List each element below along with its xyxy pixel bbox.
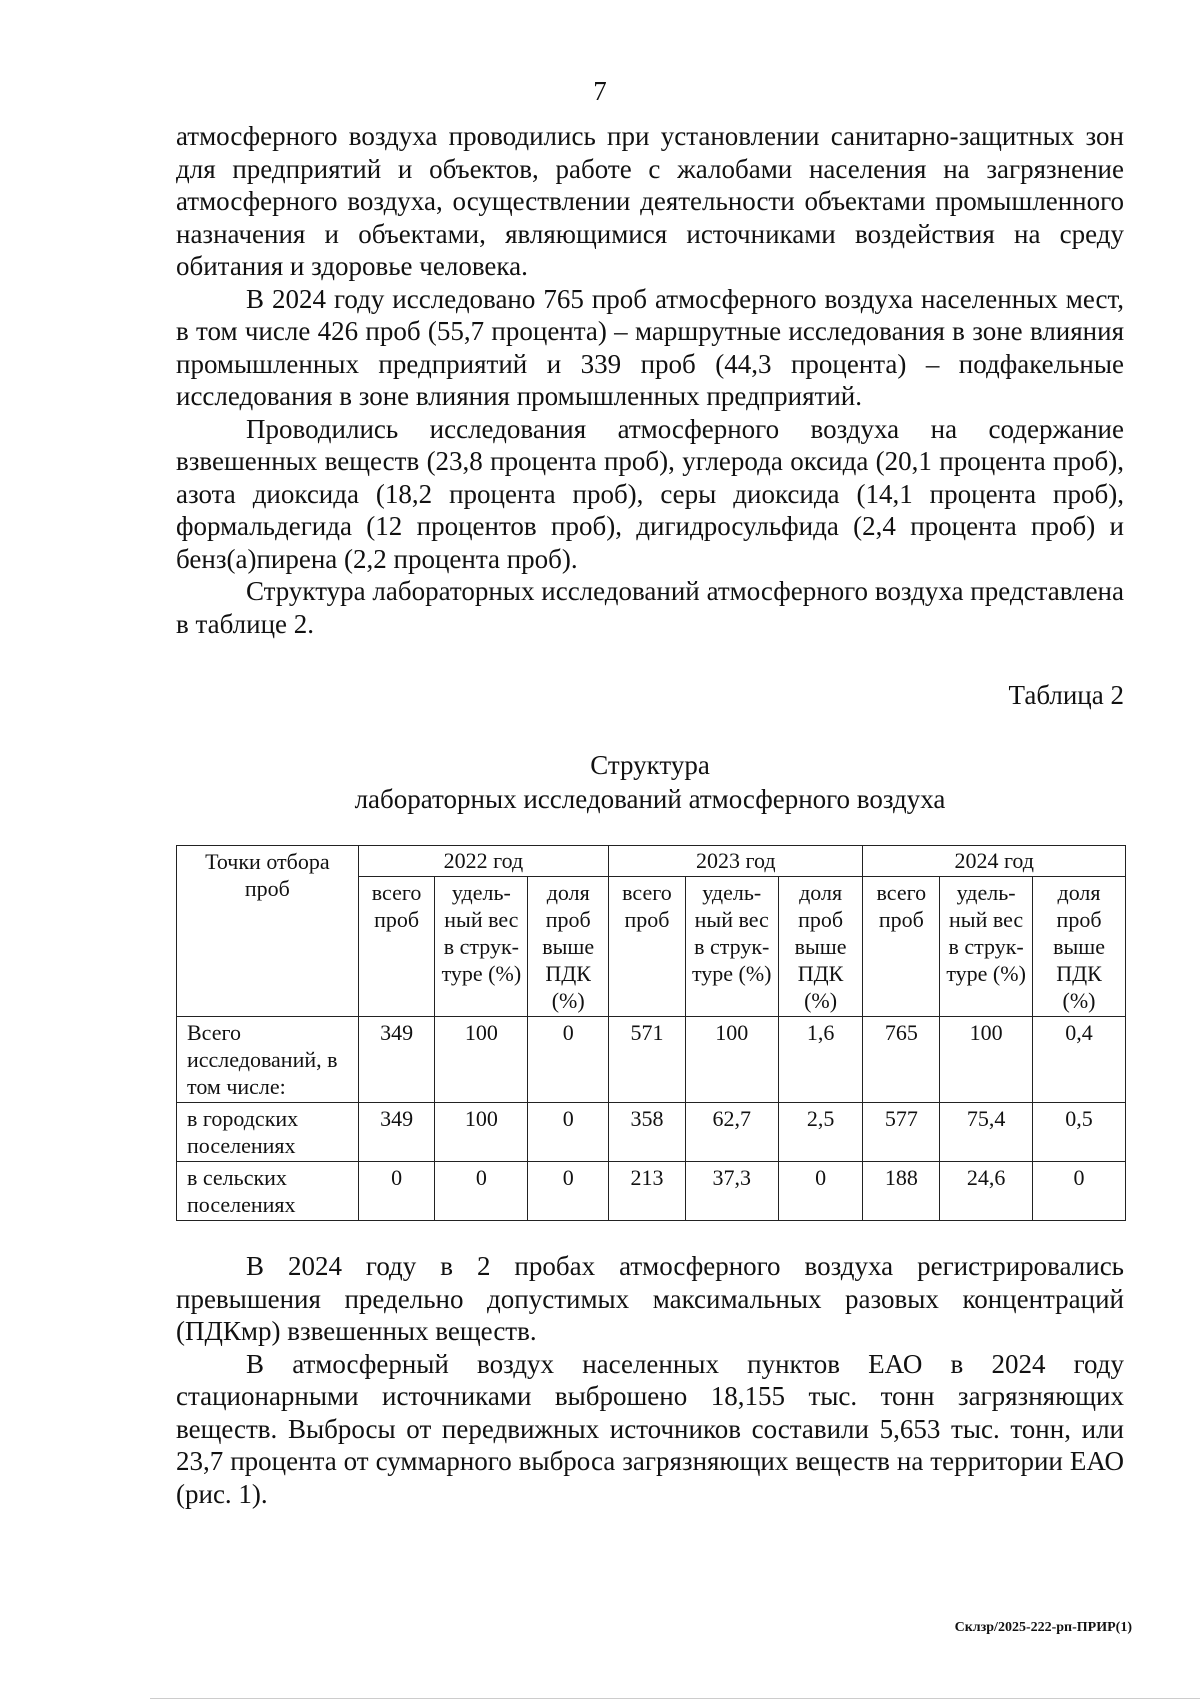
table-cell: 0 xyxy=(1033,1162,1126,1221)
table-cell: 24,6 xyxy=(940,1162,1033,1221)
year-header: 2023 год xyxy=(609,846,863,877)
row-label: в городских поселениях xyxy=(177,1103,359,1162)
sub-header: удель-ный вес в струк-туре (%) xyxy=(685,877,778,1017)
paragraph: атмосферного воздуха проводились при установлении санитарно-защитных зон для предприятий и объектов, работе с жалобами населения на загрязнение атмосферного воздуха, осуществлении деятельности объектами промышленного назначения и объектами, являющимися источниками воздействия на среду обитания и здоровье человека. xyxy=(176,121,1124,281)
page-number: 7 xyxy=(593,76,607,106)
table-title xyxy=(176,748,1124,816)
table-cell: 100 xyxy=(685,1017,778,1103)
table-cell: 0 xyxy=(528,1162,609,1221)
sub-header: всего проб xyxy=(609,877,686,1017)
table-cell: 0 xyxy=(435,1162,528,1221)
row-label: Всего исследований, в том числе: xyxy=(177,1017,359,1103)
table-cell: 0,4 xyxy=(1033,1017,1126,1103)
body-text-bottom xyxy=(176,1250,1124,1510)
sub-header: доля проб выше ПДК (%) xyxy=(1033,877,1126,1017)
table-cell: 100 xyxy=(435,1017,528,1103)
paragraph: Структура лабораторных исследований атмосферного воздуха представлена в таблице 2. xyxy=(176,576,1124,639)
table-row xyxy=(177,1103,1126,1162)
paragraph: В атмосферный воздух населенных пунктов ЕАО в 2024 году стационарными источниками выброшено 18,155 тыс. тонн загрязняющих веществ. Выбросы от передвижных источников составили 5,653 тыс. тонн, или 23,7 процента от суммарного выброса загрязняющих веществ на территории ЕАО (рис. 1). xyxy=(176,1348,1124,1509)
table-cell: 577 xyxy=(863,1103,940,1162)
table-cell: 100 xyxy=(435,1103,528,1162)
data-table xyxy=(176,845,1126,1221)
table-cell: 100 xyxy=(940,1017,1033,1103)
table-label: Таблица 2 xyxy=(1008,680,1124,710)
table-title-line: Структура xyxy=(590,750,710,780)
row-label: в сельских поселениях xyxy=(177,1162,359,1221)
table-cell: 0,5 xyxy=(1033,1103,1126,1162)
table-row xyxy=(177,1017,1126,1103)
scan-edge-divider xyxy=(150,1698,1200,1699)
table-cell: 213 xyxy=(609,1162,686,1221)
table-cell: 349 xyxy=(358,1103,435,1162)
table-cell: 571 xyxy=(609,1017,686,1103)
sub-header: доля проб выше ПДК (%) xyxy=(778,877,863,1017)
paragraph: В 2024 году исследовано 765 проб атмосферного воздуха населенных мест, в том числе 426 проб (55,7 процента) – маршрутные исследования в зоне влияния промышленных предприятий и 339 проб (44,3 процента) – подфакельные исследования в зоне влияния промышленных предприятий. xyxy=(176,283,1124,411)
table-cell: 2,5 xyxy=(778,1103,863,1162)
table-cell: 1,6 xyxy=(778,1017,863,1103)
table-cell: 0 xyxy=(528,1017,609,1103)
table-cell: 62,7 xyxy=(685,1103,778,1162)
body-text-top xyxy=(176,120,1124,640)
paragraph: В 2024 году в 2 пробах атмосферного воздуха регистрировались превышения предельно допустимых максимальных разовых концентраций (ПДКмр) взвешенных веществ. xyxy=(176,1251,1124,1346)
table-cell: 358 xyxy=(609,1103,686,1162)
sub-header: всего проб xyxy=(863,877,940,1017)
document-code: Склзр/2025-222-рп-ПРИР(1) xyxy=(954,1620,1132,1635)
table-title-line: лабораторных исследований атмосферного воздуха xyxy=(354,784,946,814)
sub-header: удель-ный вес в струк-туре (%) xyxy=(940,877,1033,1017)
year-header: 2024 год xyxy=(863,846,1126,877)
sub-header: доля проб выше ПДК (%) xyxy=(528,877,609,1017)
table-cell: 37,3 xyxy=(685,1162,778,1221)
paragraph: Проводились исследования атмосферного воздуха на содержание взвешенных веществ (23,8 процента проб), углерода оксида (20,1 процента проб), азота диоксида (18,2 процента проб), серы диоксида (14,1 процента проб), формальдегида (12 процентов проб), дигидросульфида (2,4 процента проб) и бенз(а)пирена (2,2 процента проб). xyxy=(176,413,1124,574)
table-cell: 188 xyxy=(863,1162,940,1221)
first-column-header: Точки отбора проб xyxy=(177,846,359,1017)
table-cell: 0 xyxy=(778,1162,863,1221)
table-cell: 765 xyxy=(863,1017,940,1103)
table-cell: 0 xyxy=(358,1162,435,1221)
sub-header: всего проб xyxy=(358,877,435,1017)
year-header: 2022 год xyxy=(358,846,608,877)
table-cell: 0 xyxy=(528,1103,609,1162)
table-cell: 75,4 xyxy=(940,1103,1033,1162)
sub-header: удель-ный вес в струк-туре (%) xyxy=(435,877,528,1017)
table-row xyxy=(177,1162,1126,1221)
table-cell: 349 xyxy=(358,1017,435,1103)
